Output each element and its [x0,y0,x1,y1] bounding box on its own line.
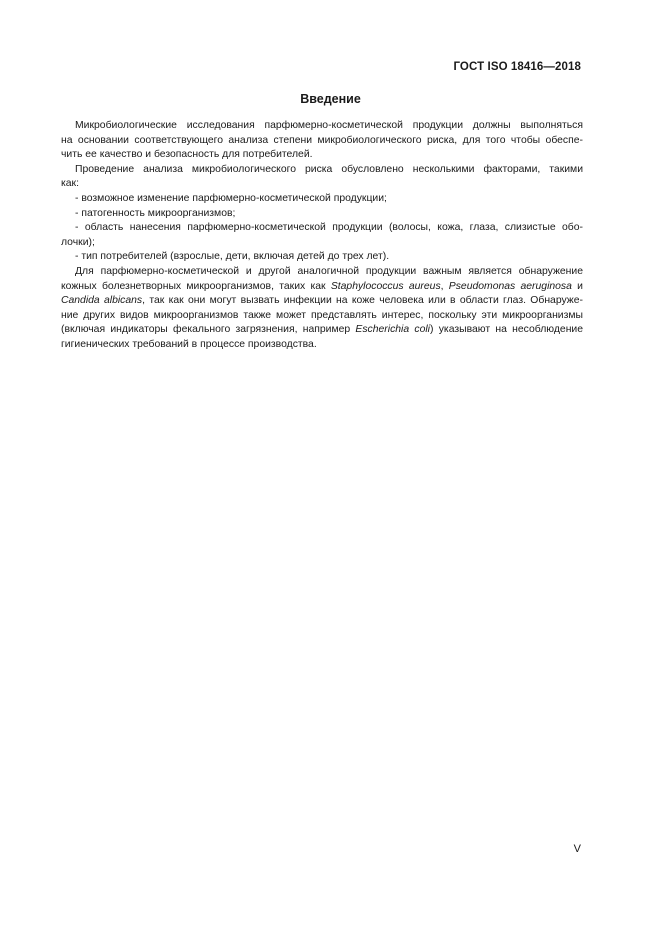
text-run: , так как они могут вызвать инфекции на коже человека или в области глаз. Обнаруже- [142,295,583,307]
species-name: Staphylococcus aureus [330,280,441,292]
section-title: Введение [300,92,361,106]
list-item: - патогенность микроорганизмов; [75,207,236,219]
text-line [61,280,583,295]
paragraph-factors [61,163,583,192]
text-line: Проведение анализа микробиологического риска обусловлено несколькими факторами, такими [75,163,583,175]
list-item-continuation: лочки); [61,236,95,248]
text-line: на основании соответствующего анализа степени микробиологического риска, для того чтобы обеспе- [61,134,583,146]
text-line: ние других видов микроорганизмов также может представлять интерес, поскольку эти микроорганизмы [61,309,583,321]
text-line: как: [61,178,79,190]
list-item: - область нанесения парфюмерно-косметической продукции (волосы, кожа, глаза, слизистые обо- [75,222,583,234]
document-code: ГОСТ ISO 18416—2018 [453,61,581,73]
page-number: V [573,843,581,855]
text-run: (включая индикаторы фекального загрязнения, например [61,324,356,336]
species-name: Escherichia coli [355,324,430,336]
text-run: ) указывают на несоблюдение [430,324,583,336]
text-line: Для парфюмерно-косметической и другой аналогичной продукции важным является обнаружение [75,265,583,277]
body-text [61,119,583,353]
text-run: и [571,280,583,292]
factor-list [61,192,583,265]
species-name: Pseudomonas aeruginosa [448,280,572,292]
list-item: - возможное изменение парфюмерно-косметической продукции; [75,192,387,204]
text-line: чить ее качество и безопасность для потребителей. [61,149,313,161]
paragraph-intro [61,119,583,163]
text-line [61,323,583,338]
text-line [61,294,583,309]
list-item: - тип потребителей (взрослые, дети, включая детей до трех лет). [75,251,390,263]
paragraph-detection [61,265,583,353]
species-name: Candida albicans [61,295,143,307]
text-run: , [440,280,449,292]
text-run: кожных болезнетворных микроорганизмов, таких как [61,280,331,292]
text-line: гигиенических требований в процессе производства. [61,338,317,350]
text-line: Микробиологические исследования парфюмерно-косметической продукции должны выполняться [75,120,583,131]
